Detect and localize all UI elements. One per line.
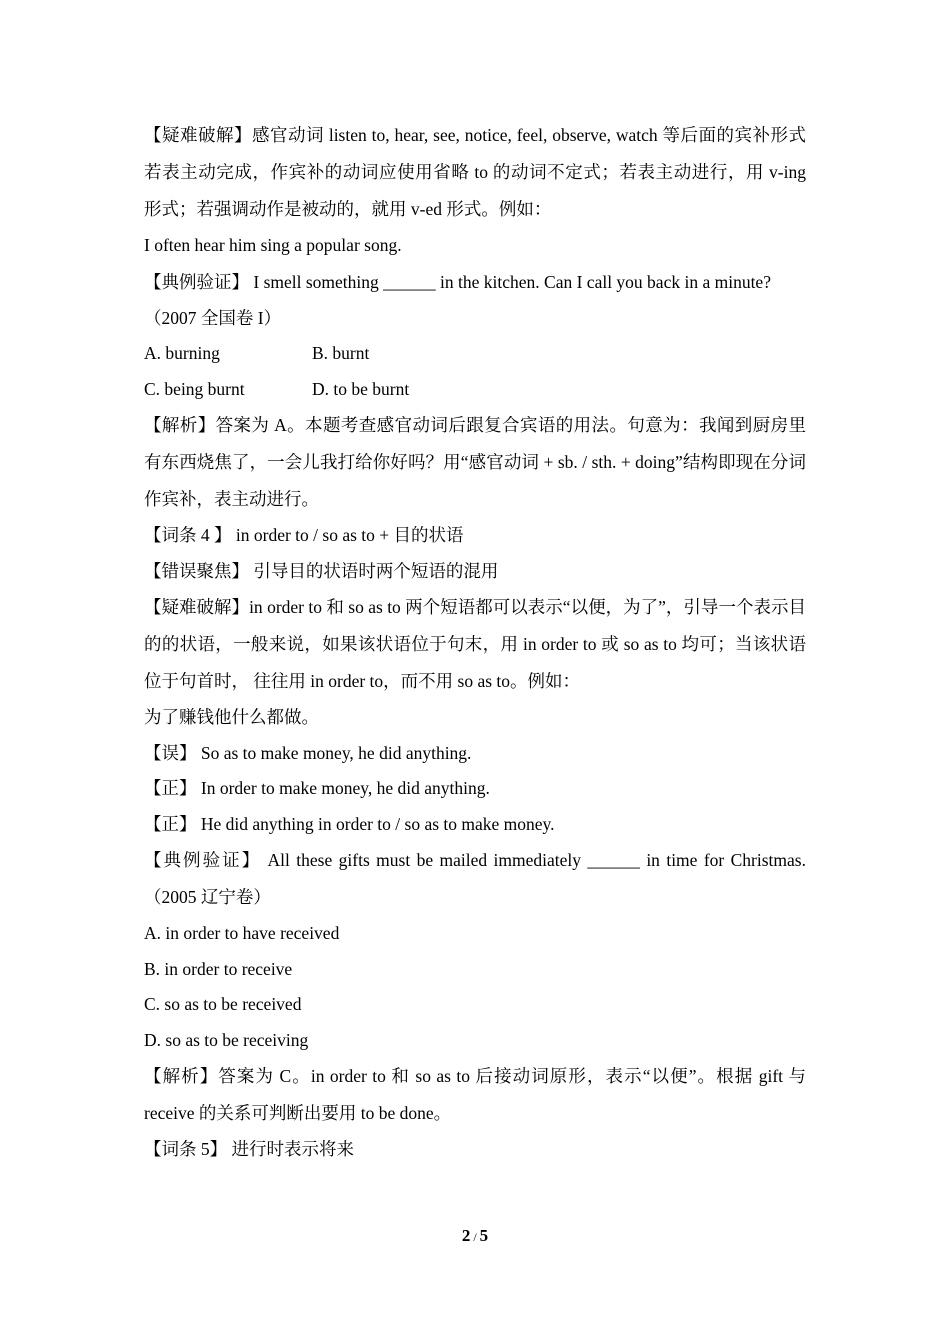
option-2-a: A. in order to have received <box>144 923 340 943</box>
option-b: B. burnt <box>312 343 370 363</box>
page-number <box>0 1226 950 1246</box>
correct-example-2: 【正】 He did anything in order to / so as to make money. <box>144 813 555 834</box>
chinese-example: 为了赚钱他什么都做。 <box>144 707 319 727</box>
example-sentence: I often hear him sing a popular song. <box>144 235 402 255</box>
total-pages: 5 <box>479 1226 489 1245</box>
answer-analysis-2: 【解析】答案为 C。in order to 和 so as to 后接动词原形，表示“以便”。根据 gift 与 receive 的关系可判断出要用 to be done。 <box>144 1066 806 1123</box>
example-question-2: 【典例验证】 All these gifts must be mailed immediately ______ in time for Christmas. （2005 辽宁卷） <box>144 850 806 907</box>
options-row-2 <box>144 372 806 408</box>
option-2-d: D. so as to be receiving <box>144 1029 309 1050</box>
option-c: C. being burnt <box>144 378 245 399</box>
option-a: A. burning <box>144 343 220 363</box>
correct-example-1: 【正】 In order to make money, he did anything. <box>144 778 490 798</box>
page-content <box>144 117 806 1168</box>
entry-4-heading: 【词条 4 】 in order to / so as to + 目的状语 <box>144 525 464 545</box>
paragraph-perception-verbs-explanation: 【疑难破解】感官动词 listen to, hear, see, notice, feel, observe, watch 等后面的宾补形式若表主动完成，作宾补的动词应使用省略 to 的动词不定式；若表主动进行，用 v-ing 形式；若强调动作是被动的，就用 v-ed 形式。例如： <box>144 125 806 219</box>
entry-5-heading: 【词条 5】 进行时表示将来 <box>144 1139 354 1159</box>
question-source: （2007 全国卷 I） <box>144 307 282 328</box>
option-d: D. to be burnt <box>312 378 410 399</box>
option-2-c: C. so as to be received <box>144 994 302 1014</box>
error-focus: 【错误聚焦】 引导目的状语时两个短语的混用 <box>144 560 499 581</box>
paragraph-in-order-to-explanation: 【疑难破解】in order to 和 so as to 两个短语都可以表示“以便，为了”，引导一个表示目的的状语，一般来说，如果该状语位于句末，用 in order to 或 so as to 均可；当该状语位于句首时， 往往用 in order to，而不用 so as to。例如： <box>144 597 806 691</box>
option-2-b: B. in order to receive <box>144 958 293 979</box>
example-question-1: 【典例验证】 I smell something ______ in the kitchen. Can I call you back in a minute? <box>144 271 771 292</box>
current-page: 2 <box>461 1226 471 1245</box>
options-row-1 <box>144 336 806 372</box>
wrong-example: 【误】 So as to make money, he did anything. <box>144 742 472 763</box>
answer-analysis-1: 【解析】答案为 A。本题考查感官动词后跟复合宾语的用法。句意为：我闻到厨房里有东西烧焦了，一会儿我打给你好吗？用“感官动词 + sb. / sth. + doing”结构即现在分词作宾补，表主动进行。 <box>144 415 806 509</box>
page-separator: / <box>473 1230 477 1244</box>
